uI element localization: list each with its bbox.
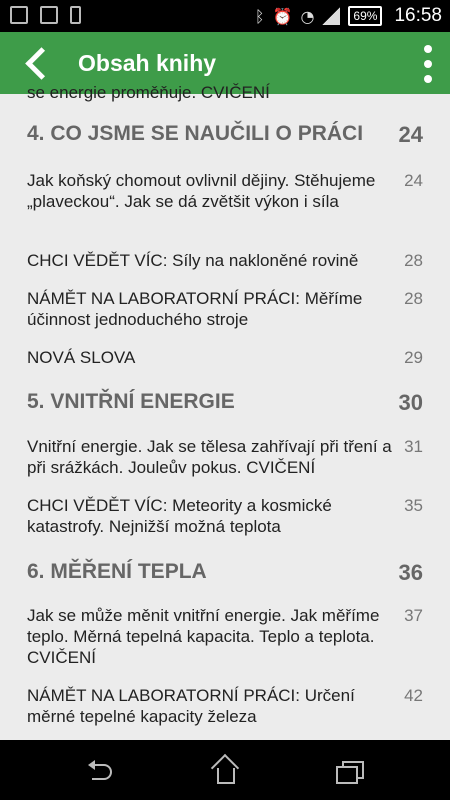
toc-entry-page: 42 [404,686,423,705]
toc-entry-partial[interactable]: se energie proměňuje. CVIČENÍ [27,83,270,102]
toc-entry-text: CHCI VĚDĚT VÍC: Síly na nakloněné rovině [27,251,359,270]
toc-entry-page: 35 [404,496,423,515]
toc-entry-page: 37 [404,606,423,625]
toc-entry[interactable] [27,436,423,478]
toc-entry-page: 24 [404,171,423,190]
signal-icon [322,7,340,25]
toc-entry-text: Vnitřní energie. Jak se tělesa zahřívají při tření a při srážkách. Jouleův pokus. CVIČENÍ [27,437,392,477]
toc-entry-text: NÁMĚT NA LABORATORNÍ PRÁCI: Určení měrné tepelné kapacity železa [27,686,355,726]
battery-indicator: 69% [348,6,382,26]
toc-list[interactable] [0,83,450,740]
toc-entry-page: 28 [404,251,423,270]
toc-entry[interactable] [27,170,423,212]
nav-recent-apps-icon[interactable] [336,761,362,781]
overflow-menu-icon[interactable] [418,42,438,86]
image-icon [40,6,58,24]
nav-home-icon[interactable] [211,756,239,784]
toc-entry[interactable] [27,288,423,330]
toc-entry[interactable] [27,250,423,271]
navigation-bar [0,740,450,800]
chapter-page: 30 [398,390,423,415]
nav-back-icon[interactable] [88,760,114,780]
chapter-title: 5. VNITŘNÍ ENERGIE [27,390,235,413]
chapter-title: 6. MĚŘENÍ TEPLA [27,560,207,583]
chapter-page: 24 [398,122,423,147]
toc-entry-text: CHCI VĚDĚT VÍC: Meteority a kosmické katastrofy. Nejnižší možná teplota [27,496,332,536]
alarm-icon: ⏰ [272,6,293,26]
toc-entry-text: Jak koňský chomout ovlivnil dějiny. Stěhujeme „plaveckou“. Jak se dá zvětšit výkon i síla [27,171,376,211]
clock: 16:58 [394,5,442,26]
notification-icons [10,6,81,24]
chapter-title: 4. CO JSME SE NAUČILI O PRÁCI [27,122,364,145]
toc-entry[interactable] [27,605,423,668]
system-icons [255,0,442,32]
back-arrow-icon[interactable] [20,44,56,82]
phone-icon [70,6,81,24]
toc-entry-text: NÁMĚT NA LABORATORNÍ PRÁCI: Měříme účinnost jednoduchého stroje [27,289,363,329]
chapter-page: 36 [398,560,423,585]
chapter-heading[interactable] [27,390,423,414]
toc-entry-text: Jak se může měnit vnitřní energie. Jak měříme teplo. Měrná tepelná kapacita. Teplo a teplota. CVIČENÍ [27,606,380,667]
toc-entry-page: 28 [404,289,423,308]
bluetooth-icon: ᛒ [254,6,265,26]
toc-entry-page: 29 [404,348,423,367]
chapter-heading[interactable] [27,122,423,146]
toc-entry[interactable] [27,347,423,368]
wifi-icon: ◔ [300,6,315,26]
toc-entry-page: 31 [404,437,423,456]
mail-icon [10,6,28,24]
page-title: Obsah knihy [78,50,217,76]
status-bar [0,0,450,32]
toc-entry[interactable] [27,685,423,727]
toc-entry[interactable] [27,495,423,537]
toc-entry-text: NOVÁ SLOVA [27,348,136,367]
chapter-heading[interactable] [27,560,423,584]
